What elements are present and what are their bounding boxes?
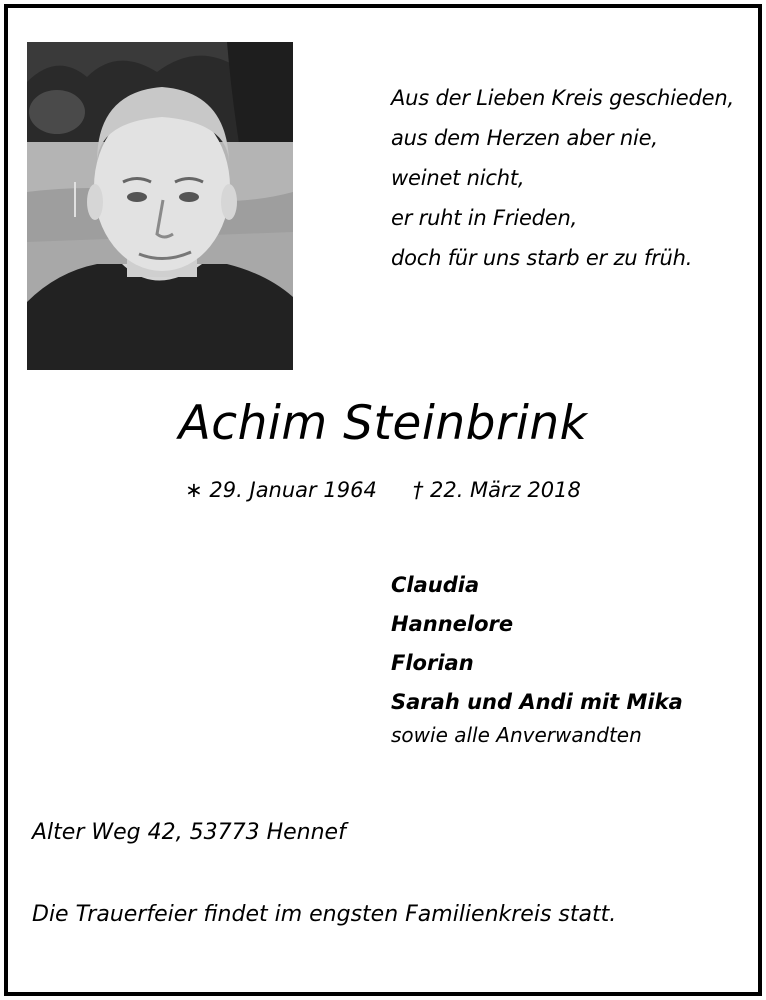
funeral-service-note: Die Trauerfeier findet im engsten Familienkreis statt. bbox=[32, 902, 617, 927]
poem-line: aus dem Herzen aber nie, bbox=[391, 126, 658, 150]
mourner-name: Florian bbox=[391, 651, 474, 675]
other-relatives: sowie alle Anverwandten bbox=[391, 723, 642, 747]
mourner-name: Sarah und Andi mit Mika bbox=[391, 690, 683, 714]
family-address: Alter Weg 42, 53773 Hennef bbox=[32, 820, 346, 845]
poem-line: weinet nicht, bbox=[391, 166, 525, 190]
mourner-name: Hannelore bbox=[391, 612, 514, 636]
life-dates bbox=[0, 478, 766, 502]
birth-date: ∗ 29. Januar 1964 bbox=[185, 478, 377, 502]
mourner-name: Claudia bbox=[391, 573, 480, 597]
poem-line: doch für uns starb er zu früh. bbox=[391, 246, 693, 270]
poem-line: Aus der Lieben Kreis geschieden, bbox=[391, 86, 734, 110]
poem-line: er ruht in Frieden, bbox=[391, 206, 578, 230]
death-date: † 22. März 2018 bbox=[412, 478, 581, 502]
memorial-poem bbox=[391, 78, 751, 278]
mourners-list bbox=[391, 566, 751, 752]
deceased-name: Achim Steinbrink bbox=[178, 396, 588, 451]
portrait-photo bbox=[27, 42, 293, 370]
